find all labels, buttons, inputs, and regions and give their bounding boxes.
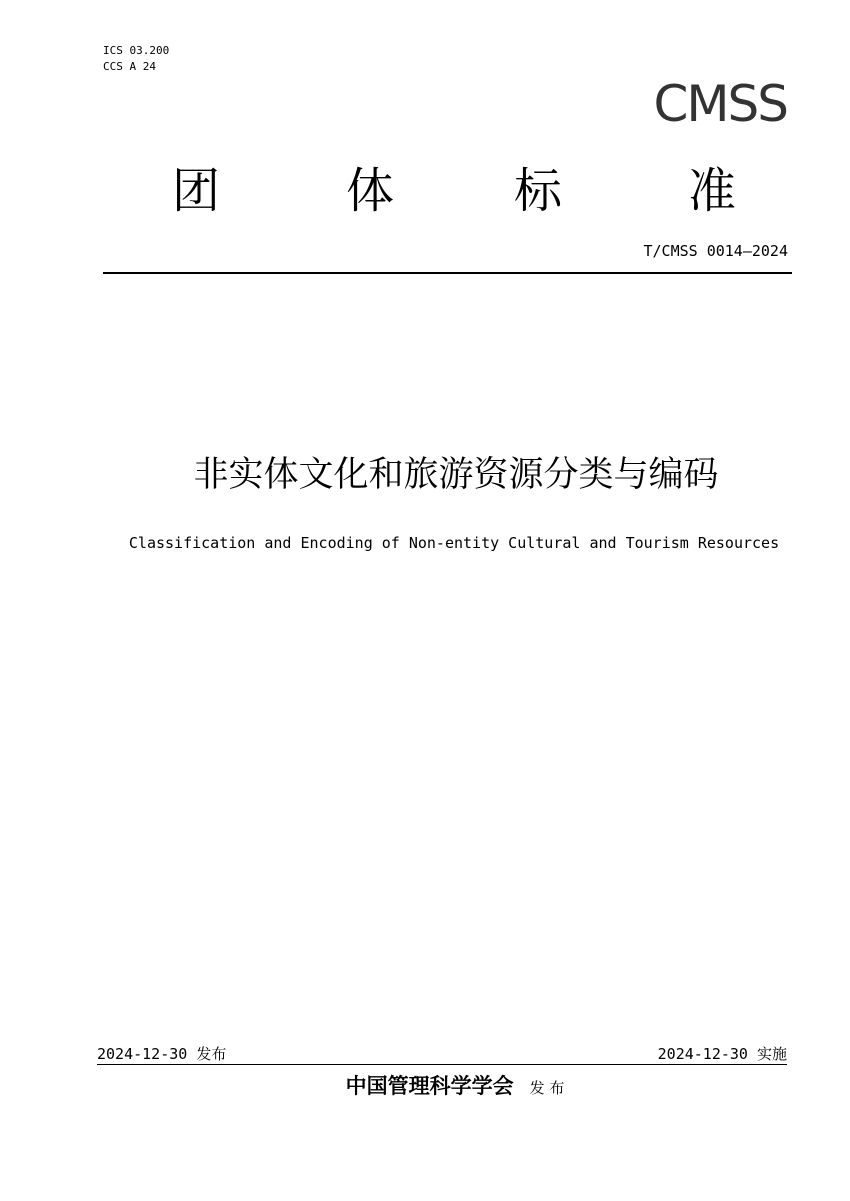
header-divider (103, 272, 792, 274)
document-title-chinese: 非实体文化和旅游资源分类与编码 (193, 455, 719, 495)
document-type-char-4: 准 (687, 163, 736, 219)
implementation-date: 2024-12-30 实施 (657, 1045, 787, 1063)
document-type-char-2: 体 (345, 163, 394, 219)
document-title-english: Classification and Encoding of Non-entity Cultural and Tourism Resources (128, 534, 780, 552)
standard-number: T/CMSS 0014—2024 (643, 242, 788, 260)
ccs-code: CCS A 24 (103, 60, 156, 73)
publisher-name: 中国管理科学学会 (345, 1074, 514, 1098)
document-type-heading (100, 160, 792, 222)
publisher-action: 发 布 (529, 1079, 565, 1097)
publisher-line (0, 1068, 850, 1106)
cmss-logo: CMSS (653, 75, 787, 133)
document-type-char-1: 团 (171, 163, 220, 219)
document-type-char-3: 标 (513, 163, 562, 219)
publish-date: 2024-12-30 发布 (97, 1045, 227, 1063)
footer-divider (97, 1064, 787, 1065)
ics-code: ICS 03.200 (103, 44, 170, 57)
